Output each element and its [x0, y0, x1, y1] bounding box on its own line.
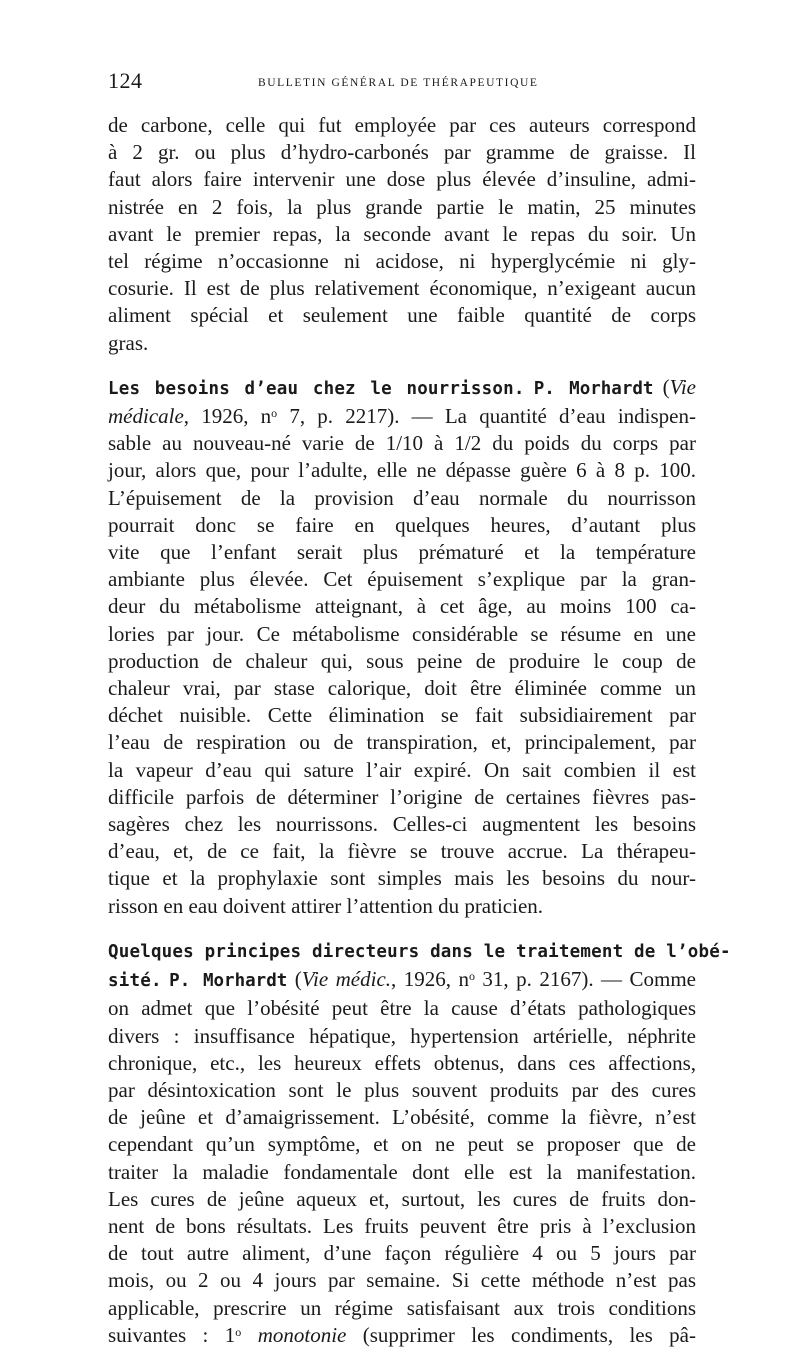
page-number: 124 [108, 68, 143, 93]
text-line: cependant qu’un symptôme, et on ne peut se proposer que de [108, 1132, 696, 1157]
text-line: lories par jour. Ce métabolisme considérable se résume en une [108, 621, 696, 646]
text-line: nent de bons résultats. Les fruits peuvent être pris à l’exclusion [108, 1213, 696, 1238]
text-line [108, 403, 696, 430]
section-title: Les besoins d’eau chez le nourrisson. [108, 378, 525, 399]
text-line: pourrait donc se faire en quelques heures, d’autant plus [108, 512, 696, 537]
text-line: de jeûne et d’amaigrissement. L’obésité, comme la fièvre, n’est [108, 1105, 696, 1130]
text-line: la vapeur d’eau qui sature l’air expiré. On sait combien il est [108, 757, 696, 782]
text-line: mois, ou 2 ou 4 jours par semaine. Si cette méthode n’est pas [108, 1268, 696, 1293]
text-line: chaleur vrai, par stase calorique, doit être éliminée comme un [108, 676, 696, 701]
text-line: par désintoxication sont le plus souvent produits par des cures [108, 1077, 696, 1102]
ref-details-cont: 7, p. 2217). — La quantité d’eau indispen- [277, 404, 696, 429]
ref-details: , 1926, n [183, 404, 272, 429]
text-line [108, 966, 696, 995]
text-line: vite que l’enfant serait plus prématuré et la température [108, 540, 696, 565]
text-line: sable au nouveau-né varie de 1/10 à 1/2 du poids du corps par [108, 431, 696, 456]
ref-details-cont: 31, p. 2167). — Comme [474, 967, 697, 992]
text-line: deur du métabolisme atteignant, à cet âge, au moins 100 ca- [108, 594, 696, 619]
journal-ref: Vie [669, 374, 697, 399]
journal-ref-cont: médicale [108, 404, 184, 429]
last-line-end: (supprimer les condiments, les pâ- [346, 1322, 696, 1347]
author-name: P. Morhardt [169, 971, 288, 992]
text-line: difficile parfois de déterminer l’origine de certaines fièvres pas- [108, 784, 696, 809]
ref-open: ( [662, 374, 670, 399]
text-line [108, 1322, 696, 1349]
text-line: faut alors faire intervenir une dose plus élevée d’insuline, admi- [108, 167, 696, 192]
text-line: sagères chez les nourrissons. Celles-ci augmentent les besoins [108, 812, 696, 837]
ref-open: ( [294, 967, 302, 992]
text-line: à 2 gr. ou plus d’hydro-carbonés par gramme de graisse. Il [108, 140, 696, 165]
text-line: de carbone, celle qui fut employée par ces auteurs correspond [108, 113, 696, 137]
journal-title: BULLETIN GÉNÉRAL DE THÉRAPEUTIQUE [258, 77, 539, 89]
ref-sup: o [271, 406, 278, 421]
text-line: jour, alors que, pour l’adulte, elle ne dépasse guère 6 à 8 p. 100. [108, 458, 696, 483]
text-line: chronique, etc., les heureux effets obtenus, dans ces affections, [108, 1050, 696, 1075]
text-line: L’épuisement de la provision d’eau normale du nourrisson [108, 485, 696, 510]
text-line: Les cures de jeûne aqueux et, surtout, les cures de fruits don- [108, 1186, 696, 1211]
paragraph-obesity [108, 937, 731, 1349]
text-line: tique et la prophylaxie sont simples mais les besoins du nour- [108, 866, 696, 891]
text-line: ambiante plus élevée. Cet épuisement s’explique par la gran- [108, 567, 696, 592]
text-line: production de chaleur qui, sous peine de produire le coup de [108, 648, 696, 673]
ref-sup: o [468, 969, 475, 984]
text-line: l’eau de respiration ou de transpiration, et, principalement, par [108, 730, 696, 755]
document-page [108, 66, 731, 1349]
text-line: d’eau, et, de ce fait, la fièvre se trouve accrue. La thérapeu- [108, 839, 696, 864]
ref-details: , 1926, n [391, 967, 469, 992]
text-line: on admet que l’obésité peut être la cause d’états pathologiques [108, 996, 696, 1021]
text-line: cosurie. Il est de plus relativement économique, n’exigeant aucun [108, 276, 696, 301]
section-heading-line [108, 374, 696, 403]
text-line: applicable, prescrire un régime satisfaisant aux trois conditions [108, 1295, 696, 1320]
ordinal-sup: o [235, 1324, 242, 1339]
text-line: risson en eau doivent attirer l’attention du praticien. [108, 893, 544, 918]
emphasis-monotonie: monotonie [257, 1322, 347, 1347]
article-body [108, 112, 731, 1349]
journal-ref: Vie médic. [301, 967, 392, 992]
text-line: avant le premier repas, la seconde avant le repas du soir. Un [108, 221, 696, 246]
text-line: tel régime n’occasionne ni acidose, ni hyperglycémie ni gly- [108, 249, 696, 274]
text-line: nistrée en 2 fois, la plus grande partie le matin, 25 minutes [108, 194, 696, 219]
section-heading-line [108, 937, 731, 966]
section-title: Quelques principes directeurs dans le traitement de l’obé- [108, 941, 731, 962]
paragraph-infant-water [108, 374, 696, 920]
text-line: aliment spécial et seulement une faible quantité de corps [108, 303, 696, 328]
author-name: P. Morhardt [533, 378, 654, 399]
text-line: de tout autre aliment, d’une façon régulière 4 ou 5 jours par [108, 1241, 696, 1266]
text-line: gras. [108, 330, 149, 355]
text-line: déchet nuisible. Cette élimination se fait subsidiairement par [108, 703, 696, 728]
last-line-start: suivantes : 1 [108, 1322, 236, 1347]
running-header [108, 66, 696, 98]
text-line: traiter la maladie fondamentale dont elle est la manifestation. [108, 1159, 696, 1184]
text-line: divers : insuffisance hépatique, hypertension artérielle, néphrite [108, 1023, 696, 1048]
section-title-cont: sité. [108, 971, 162, 992]
paragraph-insulin [108, 112, 696, 357]
